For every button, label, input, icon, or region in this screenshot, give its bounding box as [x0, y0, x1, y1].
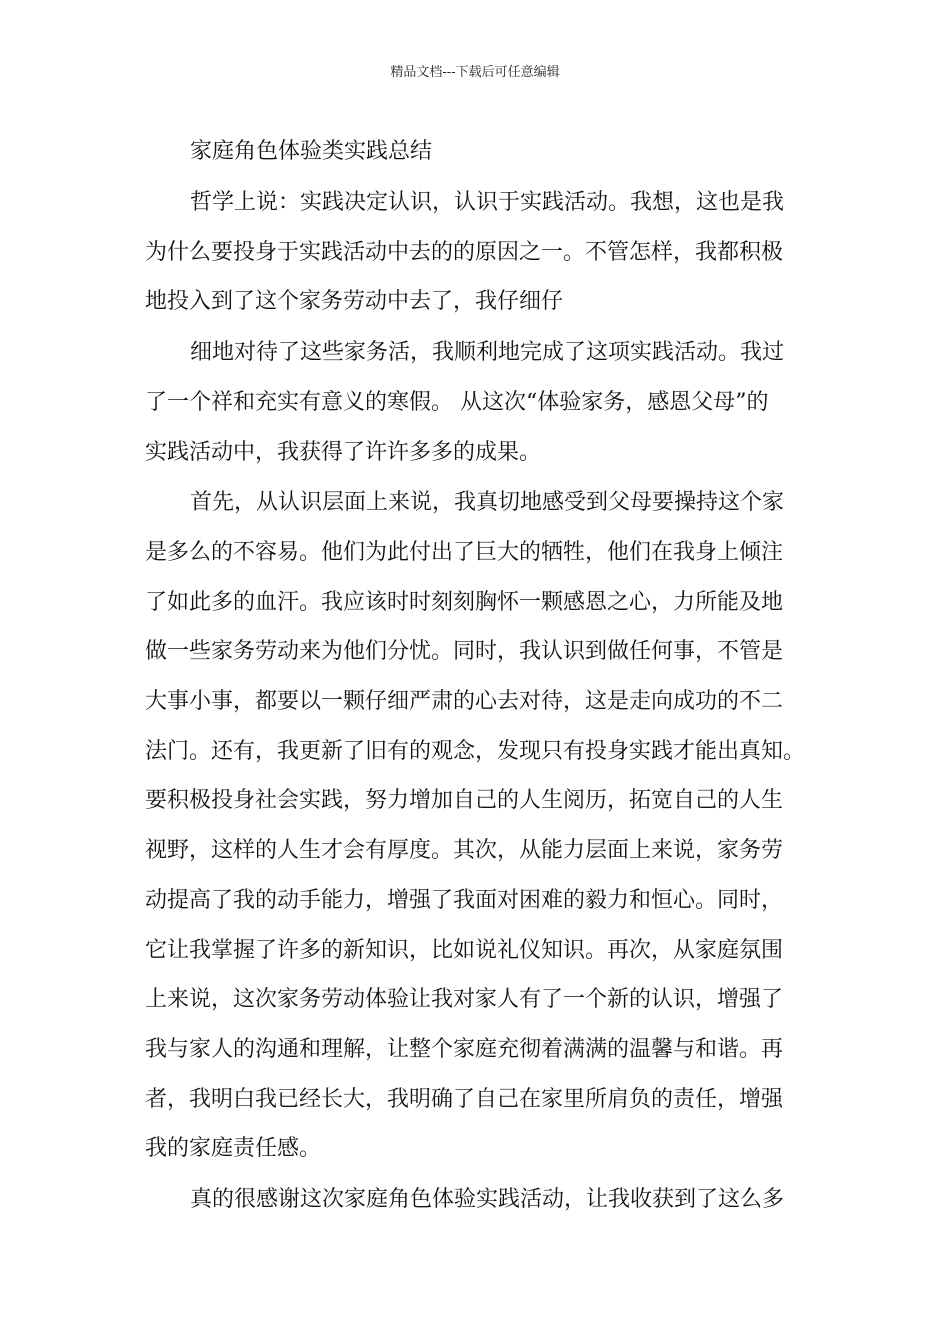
- text-line: 上来说，这次家务劳动体验让我对家人有了一个新的认识，增强了: [145, 987, 784, 1013]
- text-line: 动提高了我的动手能力，增强了我面对困难的毅力和恒心。同时，: [145, 887, 784, 913]
- text-line: 了如此多的血汗。我应该时时刻刻胸怀一颗感恩之心，力所能及地: [145, 589, 784, 615]
- text-line: 它让我掌握了许多的新知识，比如说礼仪知识。再次，从家庭氛围: [145, 937, 784, 963]
- text-line: 了一个祥和充实有意义的寒假。 从这次“体验家务，感恩父母”的: [145, 389, 769, 415]
- text-line: 是多么的不容易。他们为此付出了巨大的牺牲，他们在我身上倾注: [145, 539, 784, 565]
- paragraph-2: [145, 328, 810, 477]
- text-line: 实践活动中，我获得了许许多多的成果。: [145, 439, 542, 465]
- text-line: 大事小事，都要以一颗仔细严肃的心去对待，这是走向成功的不二: [145, 689, 784, 715]
- text-line: 做一些家务劳动来为他们分忧。同时，我认识到做任何事，不管是: [145, 639, 784, 665]
- paragraph-3: [145, 478, 810, 1174]
- paragraph-1: [145, 178, 810, 327]
- document-title: 家庭角色体验类实践总结: [190, 139, 433, 164]
- text-line: 为什么要投身于实践活动中去的的原因之一。不管怎样，我都积极: [145, 239, 784, 265]
- paragraph-4: [145, 1175, 810, 1225]
- text-line: 首先，从认识层面上来说，我真切地感受到父母要操持这个家: [190, 490, 785, 516]
- text-line: 真的很感谢这次家庭角色体验实践活动，让我收获到了这么多: [190, 1187, 785, 1213]
- text-line: 视野，这样的人生才会有厚度。其次，从能力层面上来说，家务劳: [145, 838, 784, 864]
- text-line: 地投入到了这个家务劳动中去了，我仔细仔: [145, 289, 564, 315]
- text-line: 细地对待了这些家务活，我顺利地完成了这项实践活动。我过: [190, 340, 785, 366]
- text-line: 我的家庭责任感。: [145, 1136, 322, 1162]
- text-line: 要积极投身社会实践，努力增加自己的人生阅历，拓宽自己的人生: [145, 788, 784, 814]
- page-header: 精品文档---下载后可任意编辑: [390, 65, 560, 80]
- text-line: 我与家人的沟通和理解，让整个家庭充彻着满满的温馨与和谐。再: [145, 1036, 784, 1062]
- document-body: [145, 132, 810, 1225]
- text-line: 哲学上说：实践决定认识，认识于实践活动。我想，这也是我: [190, 190, 785, 215]
- text-line: 法门。还有，我更新了旧有的观念，发现只有投身实践才能出真知。: [145, 738, 806, 764]
- text-line: 者，我明白我已经长大，我明确了自己在家里所肩负的责任，增强: [145, 1086, 784, 1112]
